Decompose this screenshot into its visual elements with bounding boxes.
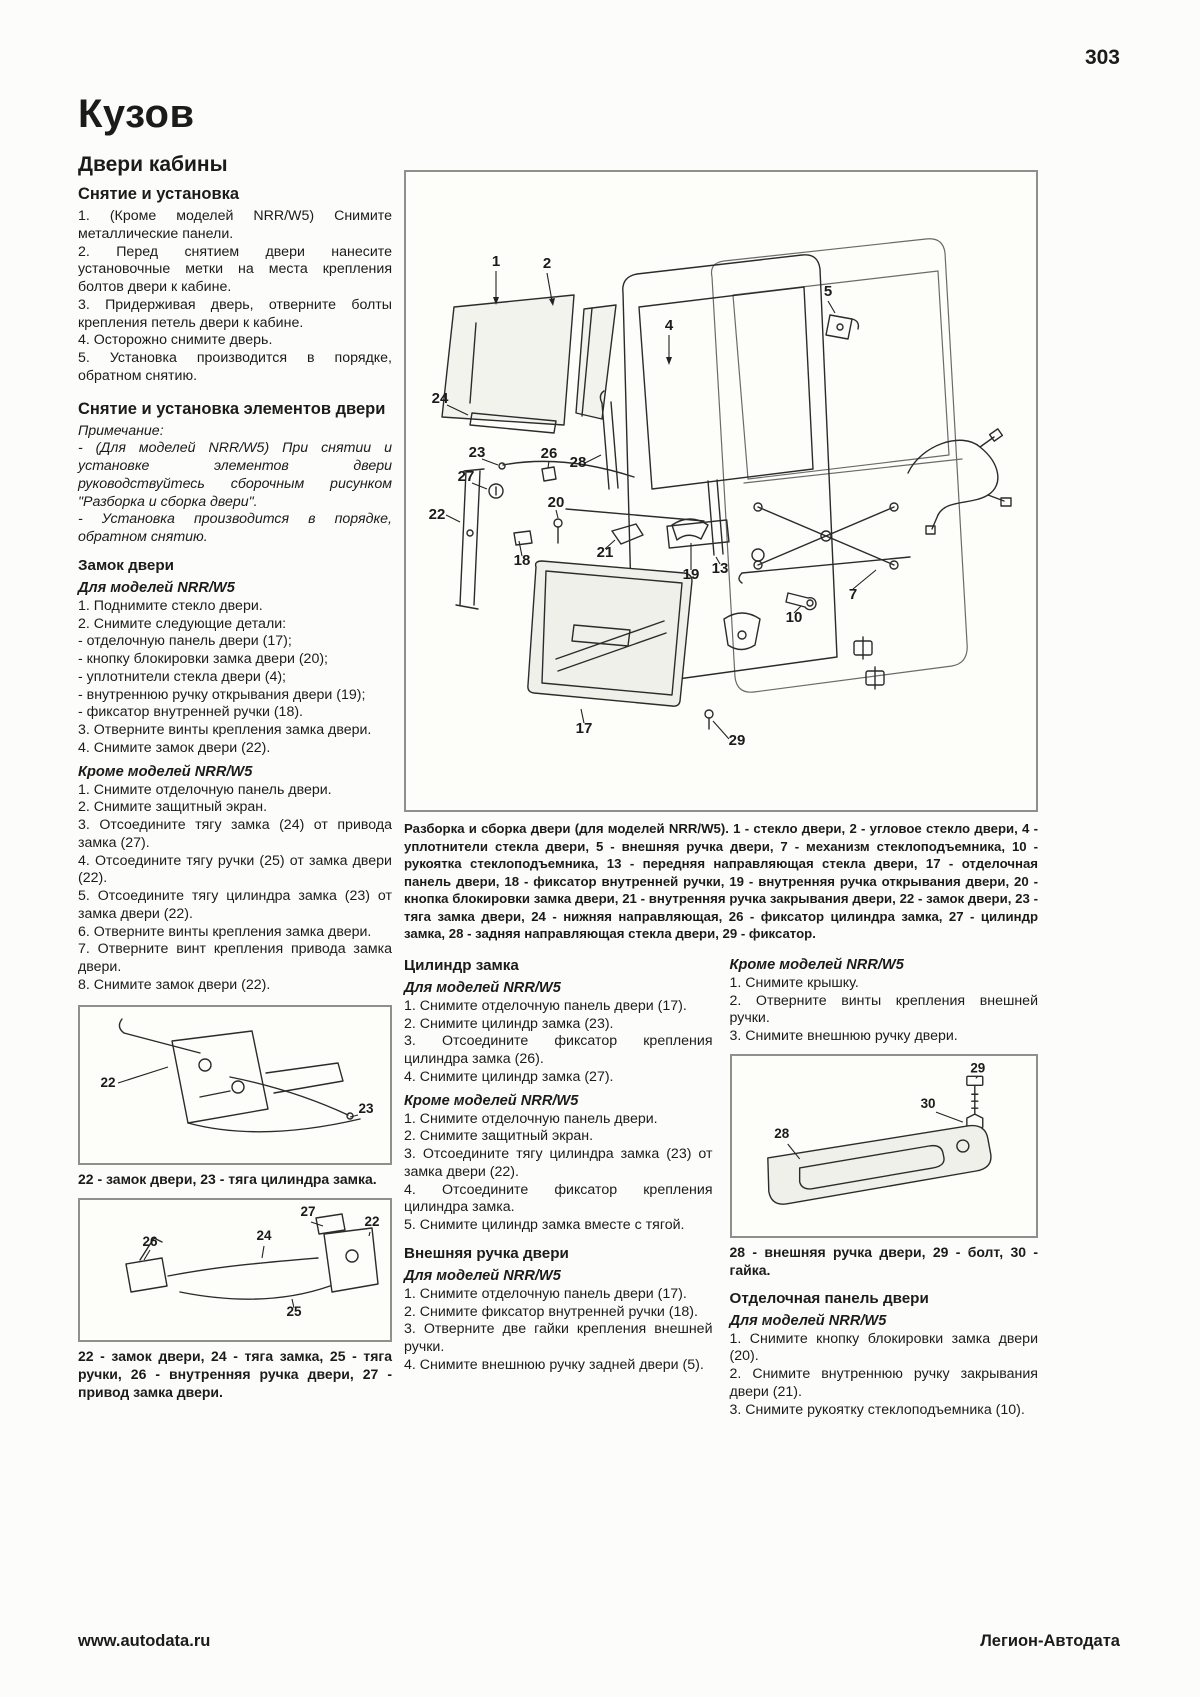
figure-callout-number: 27 xyxy=(457,468,475,485)
lower-columns xyxy=(404,955,1038,1420)
right-column xyxy=(730,955,1039,1420)
left-guide-channel xyxy=(456,469,484,609)
trim-panel-nrr-heading: Для моделей NRR/W5 xyxy=(729,1312,887,1329)
lock-rod xyxy=(499,461,634,477)
bolt xyxy=(966,1076,982,1114)
figure-callout-number: 13 xyxy=(711,560,729,577)
figure-outer-handle xyxy=(730,1054,1039,1238)
figure-callout-number: 24 xyxy=(431,390,449,407)
main-figure-caption: Разборка и сборка двери (для моделей NRR/W5). 1 - стекло двери, 2 - угловое стекло двери, 4 - уплотнители стекла двери, 5 - внешняя ручка двери, 7 - механизм стеклоподъемника, 10 - рукоятка стеклоподъемника, 13 - передняя направляющая стекла двери, 17 - отделочная панель двери, 18 - фиксатор внутренней ручки, 19 - внутренняя ручка открывания двери, 20 - кнопка блокировки замка двери, 21 - внутренняя ручка закрывания двери, 22 - замок двери, 23 - тяга замка двери, 24 - нижняя направляющая, 26 - фиксатор цилиндра замка, 27 - цилиндр замка, 28 - задняя направляющая стекла двери, 29 - фиксатор. xyxy=(404,821,1038,942)
figure-door-lock-caption: 22 - замок двери, 23 - тяга цилиндра замка. xyxy=(78,1170,377,1187)
door-glass xyxy=(442,295,574,425)
outer-handle-nrr-heading: Для моделей NRR/W5 xyxy=(404,1267,561,1284)
step-text: - (Для моделей NRR/W5) При снятии и установке элементов двери руководствуйтесь сборочным рисунком "Разборка и сборка двери". xyxy=(78,440,392,510)
step-text: 2. Снимите следующие детали: xyxy=(78,615,287,632)
figure-callout-number: 20 xyxy=(547,494,565,511)
removal-steps xyxy=(78,208,392,386)
cylinder-nrr-steps xyxy=(404,998,713,1087)
step-text: 1. Снимите кнопку блокировки замка двери (20). xyxy=(729,1330,1038,1365)
figure-callout-number: 10 xyxy=(785,609,803,626)
figure-callout-number: 23 xyxy=(358,1100,374,1116)
figure-callout-number: 18 xyxy=(513,552,531,569)
figure-callout-number: 7 xyxy=(848,586,858,603)
lock-other-heading: Кроме моделей NRR/W5 xyxy=(78,763,253,780)
note-items xyxy=(78,440,392,547)
outside-handle-part xyxy=(826,315,858,339)
page-title: Кузов xyxy=(78,92,195,136)
door-outer-panel xyxy=(712,239,968,692)
step-text: 3. Отсоедините тягу замка (24) от привода замка (27). xyxy=(78,817,392,851)
step-text: 2. Снимите фиксатор внутренней ручки (18). xyxy=(404,1303,698,1320)
figure-callout-number: 19 xyxy=(682,566,700,583)
step-text: - отделочную панель двери (17); xyxy=(78,633,292,650)
handle-retainer xyxy=(514,531,532,545)
cylinder-other-heading: Кроме моделей NRR/W5 xyxy=(404,1092,579,1109)
step-text: - внутреннюю ручку открывания двери (19); xyxy=(78,686,366,703)
retainer-pin xyxy=(705,710,713,729)
opening-handle xyxy=(672,519,708,540)
step-text: 2. Снимите защитный экран. xyxy=(404,1128,594,1145)
figure-callout-number: 23 xyxy=(468,444,486,461)
step-text: 3. Отсоедините фиксатор крепления цилиндра замка (26). xyxy=(404,1033,713,1068)
cylinder-nrr-heading: Для моделей NRR/W5 xyxy=(404,979,561,996)
figure-callout-number: 17 xyxy=(575,720,593,737)
step-text: - уплотнители стекла двери (4); xyxy=(78,668,287,685)
figure-callout-number: 2 xyxy=(542,255,552,272)
outer-handle-heading: Внешняя ручка двери xyxy=(404,1244,569,1262)
step-text: 4. Осторожно снимите дверь. xyxy=(78,332,273,349)
lock-body xyxy=(172,1031,268,1123)
trim-panel-nrr-steps xyxy=(730,1331,1039,1420)
step-text: - Установка производится в порядке, обратном снятию. xyxy=(78,511,392,545)
door-lock-diagram xyxy=(80,1007,390,1163)
link-rods xyxy=(168,1258,330,1299)
step-text: 7. Отверните винт крепления привода замка двери. xyxy=(78,941,392,975)
figure-callout-number: 29 xyxy=(969,1060,985,1076)
leader-line xyxy=(935,1112,962,1122)
cylinder-other-steps xyxy=(404,1111,713,1235)
cylinder-clip xyxy=(542,467,556,481)
step-text: 3. Снимите рукоятку стеклоподъемника (10). xyxy=(729,1401,1025,1418)
figure-callout-number: 4 xyxy=(664,317,674,334)
step-text: 2. Перед снятием двери нанесите установочные метки на места крепления болтов двери к кабине. xyxy=(78,243,392,295)
cylinder-heading: Цилиндр замка xyxy=(404,956,519,974)
step-text: 1. Поднимите стекло двери. xyxy=(78,597,263,614)
trim-panel xyxy=(528,561,692,706)
lock-cylinder xyxy=(489,484,503,498)
footer-publisher: Легион-Автодата xyxy=(980,1632,1120,1650)
connecting-rod xyxy=(566,509,704,521)
step-text: 1. Снимите отделочную панель двери (17). xyxy=(404,997,687,1014)
figure-callout-number: 26 xyxy=(540,445,558,462)
right-region xyxy=(404,170,1038,1419)
lock-nrr-heading: Для моделей NRR/W5 xyxy=(78,579,235,596)
step-text: 3. Отверните две гайки крепления внешней ручки. xyxy=(404,1321,713,1356)
door-hinges xyxy=(854,637,884,689)
step-text: 4. Отсоедините тягу ручки (25) от замка двери (22). xyxy=(78,852,392,887)
step-text: 3. Отсоедините тягу цилиндра замка (23) от замка двери (22). xyxy=(404,1146,713,1180)
step-text: 3. Придерживая дверь, отверните болты крепления петель двери к кабине. xyxy=(78,296,392,331)
figure-callout-number: 27 xyxy=(300,1204,316,1220)
step-text: 1. Снимите отделочную панель двери. xyxy=(78,781,332,798)
step-text: 5. Отсоедините тягу цилиндра замка (23) от замка двери (22). xyxy=(78,888,392,922)
figure-door-exploded xyxy=(404,170,1038,812)
step-text: 1. Снимите крышку. xyxy=(729,974,859,991)
outer-handle-other-heading: Кроме моделей NRR/W5 xyxy=(729,956,904,973)
leader-line xyxy=(262,1246,264,1258)
step-text: 3. Снимите внешнюю ручку двери. xyxy=(729,1028,958,1045)
footer-site: www.autodata.ru xyxy=(78,1632,211,1650)
figure-callout-number: 28 xyxy=(569,454,587,471)
window-regulator xyxy=(739,503,910,583)
section-doors-heading: Двери кабины xyxy=(78,153,228,176)
lock-heading: Замок двери xyxy=(78,556,174,574)
step-text: 4. Отсоедините фиксатор крепления цилиндра замка. xyxy=(404,1181,713,1216)
leader-line xyxy=(350,1115,358,1117)
leader-line xyxy=(118,1067,168,1083)
outer-handle-diagram xyxy=(732,1056,1037,1236)
corner-glass xyxy=(576,305,616,419)
middle-column xyxy=(404,955,713,1420)
figure-callout-number: 30 xyxy=(920,1096,936,1112)
step-text: - кнопку блокировки замка двери (20); xyxy=(78,651,328,667)
step-text: - фиксатор внутренней ручки (18). xyxy=(78,704,303,721)
outer-handle xyxy=(767,1125,990,1204)
step-text: 1. (Кроме моделей NRR/W5) Снимите металлические панели. xyxy=(78,208,392,242)
outer-handle-other-steps xyxy=(730,975,1039,1046)
figure-callout-number: 22 xyxy=(428,506,446,523)
left-column xyxy=(78,92,392,1412)
figure-callout-number: 1 xyxy=(491,253,501,270)
figure-callout-number: 29 xyxy=(728,732,746,749)
step-text: 5. Установка производится в порядке, обратном снятию. xyxy=(78,350,392,384)
figure-callout-number: 28 xyxy=(773,1125,789,1141)
page-number: 303 xyxy=(1084,46,1120,69)
step-text: 2. Снимите внутреннюю ручку закрывания двери (21). xyxy=(729,1366,1038,1400)
step-text: 6. Отверните винты крепления замка двери. xyxy=(78,923,372,940)
elements-heading: Снятие и установка элементов двери xyxy=(78,399,386,418)
step-text: 2. Отверните винты крепления внешней ручки. xyxy=(729,992,1038,1027)
figure-callout-number: 26 xyxy=(142,1234,158,1250)
removal-heading: Снятие и установка xyxy=(78,185,240,203)
lock-assembly-diagram xyxy=(80,1200,390,1340)
step-text: 2. Снимите защитный экран. xyxy=(78,799,268,816)
figure-callout-number: 5 xyxy=(823,283,833,300)
lock-knob xyxy=(554,519,562,543)
step-text: 1. Снимите отделочную панель двери (17). xyxy=(404,1285,687,1302)
step-text: 1. Снимите отделочную панель двери. xyxy=(404,1110,658,1127)
lock-other-steps xyxy=(78,782,392,995)
step-text: 4. Снимите внешнюю ручку задней двери (5). xyxy=(404,1356,704,1373)
step-text: 5. Снимите цилиндр замка вместе с тягой. xyxy=(404,1217,685,1234)
figure-callout-number: 21 xyxy=(596,544,614,561)
figure-callout-number: 22 xyxy=(100,1074,116,1090)
step-text: 2. Снимите цилиндр замка (23). xyxy=(404,1015,614,1032)
step-text: 8. Снимите замок двери (22). xyxy=(78,976,271,993)
figure-callout-number: 24 xyxy=(256,1228,272,1244)
lock-nrr-steps xyxy=(78,598,392,758)
page-footer xyxy=(78,1632,1120,1651)
figure-door-lock xyxy=(78,1005,392,1165)
trim-panel-heading: Отделочная панель двери xyxy=(729,1289,929,1307)
figure-callout-number: 25 xyxy=(286,1304,302,1320)
figure-outer-handle-caption: 28 - внешняя ручка двери, 29 - болт, 30 - гайка. xyxy=(729,1243,1038,1278)
winder-handle xyxy=(786,593,816,610)
step-text: 4. Снимите цилиндр замка (27). xyxy=(404,1068,614,1085)
figure-callout-number: 22 xyxy=(364,1214,380,1230)
door-exploded-diagram xyxy=(406,172,1036,810)
figure-lock-assembly xyxy=(78,1198,392,1342)
outer-handle-nrr-steps xyxy=(404,1286,713,1375)
leader-line xyxy=(369,1232,370,1236)
lock-bracket xyxy=(724,613,760,650)
lock-rods xyxy=(119,1019,360,1132)
step-text: 3. Отверните винты крепления замка двери. xyxy=(78,722,372,738)
closing-handle xyxy=(612,524,643,544)
step-text: 4. Снимите замок двери (22). xyxy=(78,739,271,756)
figure-lock-assembly-caption: 22 - замок двери, 24 - тяга замка, 25 - тяга ручки, 26 - внутренняя ручка двери, 27 - привод замка двери. xyxy=(78,1348,392,1401)
note-label: Примечание: xyxy=(78,422,164,439)
